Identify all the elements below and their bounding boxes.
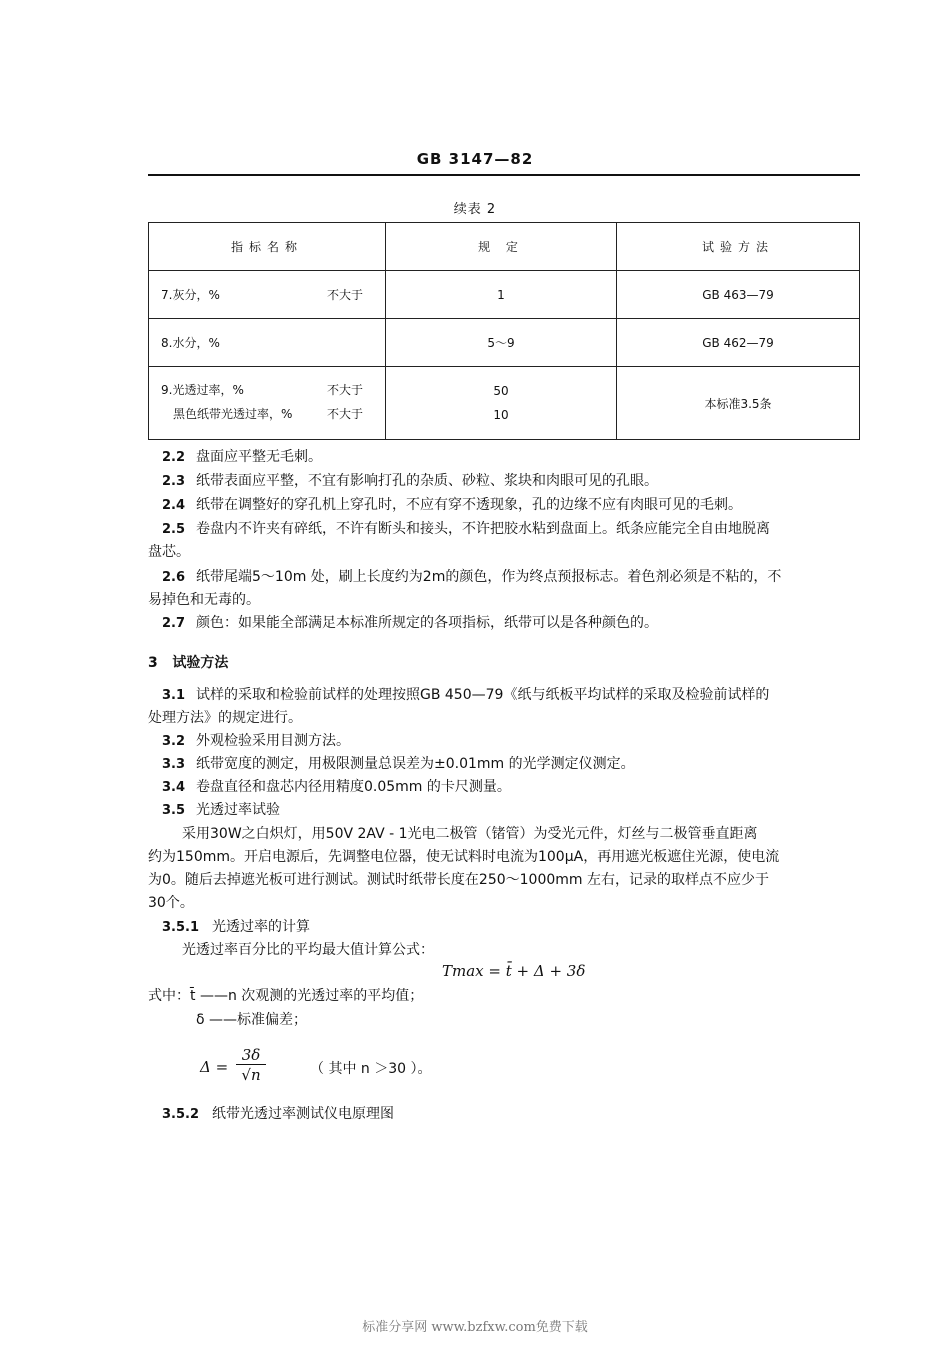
row-limit: 不大于 <box>327 288 364 302</box>
row-value: 5～9 <box>386 319 617 367</box>
row-value: 50 <box>493 384 509 398</box>
spec-table <box>148 222 860 440</box>
clause-3-5-2: 3.5.2 纸带光透过率测试仪电原理图 <box>162 1106 394 1122</box>
row-name-secondary: 黑色纸带光透过率，% <box>173 407 293 421</box>
row-name: 9.光透过率，% <box>161 383 244 397</box>
col-header-spec: 规 定 <box>386 223 617 271</box>
formula-intro: 光透过率百分比的平均最大值计算公式： <box>182 942 434 958</box>
row-name-cell <box>149 367 386 440</box>
row-value-cell <box>386 367 617 440</box>
row-name: 7.灰分，% <box>161 288 220 302</box>
clause-3-5-body: 采用30W之白炽灯，用50V 2AV - 1光电二极管（锗管）为受光元件，灯丝与二极管垂直距离 约为150mm。开启电源后，先调整电位器，使无试料时电流为100μA，再用遮光板遮住光源，使电流 为0。随后去掉遮光板可进行测试。测试时纸带长度在250～1000mm 左右，记录的取样点不应少于 30个。 <box>148 826 780 911</box>
table-header-row <box>149 223 860 271</box>
section-3-heading: 3 试验方法 <box>148 655 229 671</box>
clause-2-6: 2.6 纸带尾端5～10m 处，刷上长度约为2m的颜色，作为终点预报标志。着色剂必须是不粘的，不 易掉色和无毒的。 <box>148 569 782 608</box>
row-value-secondary: 10 <box>493 408 509 422</box>
clause-3-5-1: 3.5.1 光透过率的计算 <box>162 919 310 935</box>
row-method: 本标准3.5条 <box>617 367 860 440</box>
clause-2-5: 2.5 卷盘内不许夹有碎纸，不许有断头和接头，不许把胶水粘到盘面上。纸条应能完全自由地脱离 盘芯。 <box>148 521 770 560</box>
table-row <box>149 271 860 319</box>
formula-delta-def: δ ——标准偏差； <box>196 1012 308 1028</box>
formula-where: 式中：t̄ ——n 次观测的光透过率的平均值； <box>148 988 424 1004</box>
clause-2-3: 2.3 纸带表面应平整，不宜有影响打孔的杂质、砂粒、浆块和肉眼可见的孔眼。 <box>162 473 658 489</box>
col-header-name: 指标名称 <box>149 223 386 271</box>
clause-3-2: 3.2 外观检验采用目测方法。 <box>162 733 350 749</box>
clause-3-4: 3.4 卷盘直径和盘芯内径用精度0.05mm 的卡尺测量。 <box>162 779 511 795</box>
row-name: 8.水分，% <box>161 336 220 350</box>
row-method: GB 462—79 <box>617 319 860 367</box>
footer-watermark: 标准分享网 www.bzfxw.com免费下载 <box>362 1320 588 1335</box>
clause-2-7: 2.7 颜色：如果能全部满足本标准所规定的各项指标，纸带可以是各种颜色的。 <box>162 615 658 631</box>
col-header-method: 试验方法 <box>617 223 860 271</box>
row-method: GB 463—79 <box>617 271 860 319</box>
header-rule <box>148 174 860 176</box>
clause-2-2: 2.2 盘面应平整无毛刺。 <box>162 449 322 465</box>
table-title: 续表 2 <box>453 202 497 217</box>
clause-3-3: 3.3 纸带宽度的测定，用极限测量总误差为±0.01mm 的光学测定仪测定。 <box>162 756 635 772</box>
standard-code: GB 3147—82 <box>416 150 534 168</box>
clause-2-4: 2.4 纸带在调整好的穿孔机上穿孔时，不应有穿不透现象，孔的边缘不应有肉眼可见的毛刺。 <box>162 497 742 513</box>
clause-3-5: 3.5 光透过率试验 <box>162 802 280 818</box>
row-limit: 不大于 <box>327 383 364 397</box>
row-limit-secondary: 不大于 <box>327 407 364 421</box>
table-row <box>149 319 860 367</box>
formula-main: Tmax = t̄ + Δ + 3δ <box>442 962 586 980</box>
row-value: 1 <box>386 271 617 319</box>
row-name-cell <box>149 319 386 367</box>
table-row <box>149 367 860 440</box>
clause-3-1: 3.1 试样的采取和检验前试样的处理按照GB 450—79《纸与纸板平均试样的采取及检验前试样的 处理方法》的规定进行。 <box>148 687 770 726</box>
row-name-cell <box>149 271 386 319</box>
